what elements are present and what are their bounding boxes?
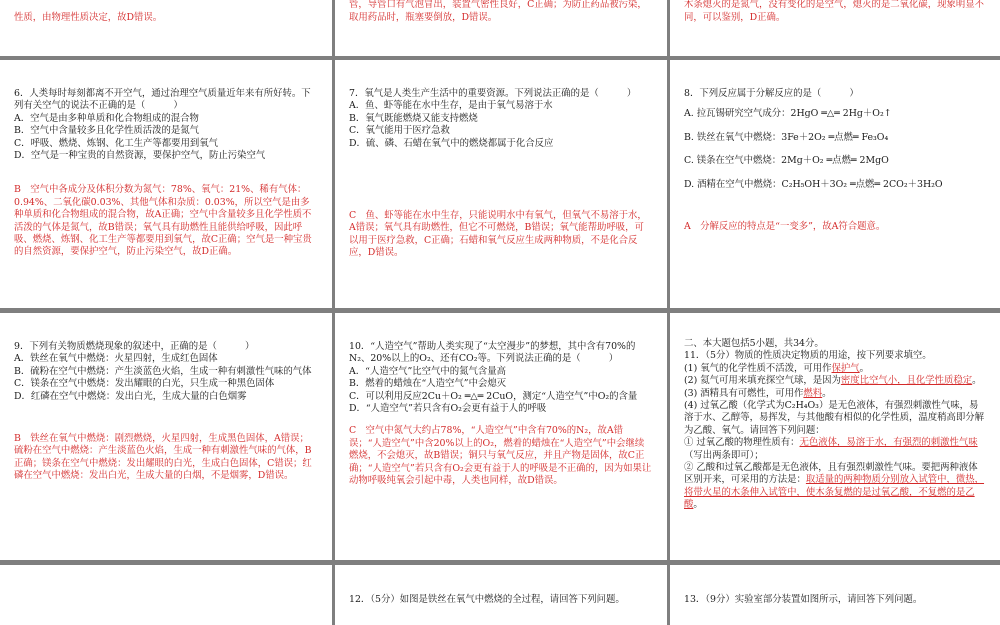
option-b: B．燃着的蜡烛在“人造空气”中会熄灭	[349, 378, 507, 390]
card-question-8	[670, 60, 1000, 308]
card-question-7	[335, 60, 667, 308]
card-question-6	[0, 60, 332, 308]
card-top-left	[0, 0, 332, 56]
card-question-9	[0, 313, 332, 560]
fill-blank-5: ① 过氧乙酸的物理性质有：无色液体，易溶于水，有强烈的刺激性气味（写出两条即可）；	[684, 437, 978, 461]
question-stem: 11．（5分）物质的性质决定物质的用途，按下列要求填空。	[684, 350, 932, 362]
option-b: B．硫粉在空气中燃烧：产生淡蓝色火焰，生成一种有刺激性气味的气体	[14, 365, 312, 377]
option-c: C．镁条在空气中燃烧：发出耀眼的白光，只生成一种黑色固体	[14, 378, 275, 390]
option-d: D．红磷在空气中燃烧：发出白光，生成大量的白色烟雾	[14, 390, 247, 402]
card-top-middle	[335, 0, 667, 56]
answer-explanation: B 铁丝在氧气中燃烧：剧烈燃烧，火星四射，生成黑色固体，A错误；硫粉在空气中燃烧：产生淡蓝色火焰，生成一种有刺激性气味的气体，B正确；镁条在空气中燃烧：发出耀眼的白光，生成白色固体，C错误；红磷在空气中燃烧：发出白光，生成大量的白烟，不是烟雾，D错误。	[14, 433, 312, 482]
blank-answer: 密度比空气小，且化学性质稳定	[840, 375, 973, 387]
option-d: D. 酒精在空气中燃烧：C₂H₅OH＋3O₂ ═点燃═ 2CO₂＋3H₂O	[684, 178, 943, 190]
question-stem: 10．“人造空气”帮助人类实现了“太空漫步”的梦想，其中含有70%的N₂、20%以上的O₂、还有CO₂等。下列说法正确的是（ ）	[349, 341, 636, 365]
answer-text: 性质，由物理性质决定，故D错误。	[14, 11, 163, 23]
option-a: A．铁丝在氧气中燃烧：火星四射，生成红色固体	[14, 353, 218, 365]
card-question-13	[670, 565, 1000, 625]
option-c: C．可以利用反应2Cu＋O₂ ═△═ 2CuO，测定“人造空气”中O₂的含量	[349, 390, 638, 402]
question-stem: 8．下列反应属于分解反应的是（ ）	[684, 88, 859, 99]
option-a: A. 拉瓦锡研究空气成分：2HgO ═△═ 2Hg＋O₂↑	[684, 108, 892, 120]
fill-blank-6: ② 乙酸和过氧乙酸都是无色液体，且有强烈刺激性气味。要把两种液体区别开来，可采用的方法是：取适量的两种物质分别放入试管中，微热，将带火星的木条伸入试管中，使木条复燃的是过氧乙酸，不复燃的是乙酸。	[684, 462, 985, 511]
option-a: A．空气是由多种单质和化合物组成的混合物	[14, 112, 199, 124]
option-a: A．鱼、虾等能在水中生存，是由于氧气易溶于水	[349, 100, 553, 112]
option-d: D．“人造空气”若只含有O₂会更有益于人的呼吸	[349, 403, 547, 415]
answer-text: 木条熄灭的是氮气，没有变化的是空气，熄灭的是二氧化碳，现象明显不同，可以鉴别，D正确。	[684, 0, 985, 23]
question-stem: 6．人类每时每刻都离不开空气，通过治理空气质量近年来有所好转。下列有关空气的说法不正确的是（ ）	[14, 88, 311, 112]
question-stem: 12．（5分）如图是铁丝在氧气中燃烧的全过程，请回答下列问题。	[349, 594, 625, 605]
fill-blank-3: (3) 酒精具有可燃性，可用作燃料。	[684, 387, 832, 399]
blank-answer: 无色液体，易溶于水，有强烈的刺激性气味	[799, 437, 978, 449]
question-stem: 7．氧气是人类生产生活中的重要资源。下列说法正确的是（ ）	[349, 88, 637, 99]
blank-answer: 保护气	[831, 362, 860, 374]
option-c: C．呼吸、燃烧、炼钢、化工生产等都要用到氧气	[14, 137, 219, 149]
question-stem: 13．（9分）实验室部分装置如图所示，请回答下列问题。	[684, 594, 923, 605]
answer-explanation: C 鱼、虾等能在水中生存，只能说明水中有氧气，但氧气不易溶于水，A错误；氧气具有助燃性，但它不可燃烧，B错误；氧气能帮助呼吸，可以用于医疗急救，C正确；石蜡和氧气反应生成两种物质，不是化合反应，D错误。	[349, 210, 647, 259]
option-d: D．空气是一种宝贵的自然资源，要保护空气，防止污染空气	[14, 150, 266, 162]
answer-text: 管，导管口有气泡冒出，装置气密性良好，C正确；为防止药品被污染，取用药品时，瓶塞要倒放，D错误。	[349, 0, 647, 23]
card-question-12	[335, 565, 667, 625]
option-c: C．氧气能用于医疗急救	[349, 125, 450, 137]
sub-question-4: (4) 过氧乙酸（化学式为C₂H₄O₃）是无色液体，有强烈刺激性气味，易溶于水、乙醇等，易挥发，与其他酸有相似的化学性质，温度稍高即分解为乙酸、氧气。请回答下列问题：	[684, 400, 985, 436]
card-top-right	[670, 0, 1000, 56]
section-heading: 二、本大题包括5小题，共34分。	[684, 338, 824, 349]
option-d: D．硫、磷、石蜡在氧气中的燃烧都属于化合反应	[349, 137, 554, 149]
card-question-10	[335, 313, 667, 560]
question-stem: 9．下列有关物质燃烧现象的叙述中，正确的是（ ）	[14, 341, 255, 352]
fill-blank-2: (2) 氦气可用来填充探空气球，是因为密度比空气小，且化学性质稳定。	[684, 375, 982, 387]
answer-explanation: C 空气中氮气大约占78%，“人造空气”中含有70%的N₂，故A错误；“人造空气”中含20%以上的O₂，燃着的蜡烛在“人造空气”中会继续燃烧，不会熄灭，故B错误；铜只与氧气反应，并且产物是固体，故C正确；“人造空气”若只含有O₂会更有益于人的呼吸是不正确的，因为如果让动物呼吸纯氧会引起中毒，人类也同样，故D错误。	[349, 425, 652, 487]
option-a: A．“人造空气”比空气中的氮气含量高	[349, 365, 506, 377]
option-b: B．空气中含量较多且化学性质活泼的是氮气	[14, 125, 200, 137]
answer-explanation: A 分解反应的特点是“一变多”，故A符合题意。	[684, 221, 886, 233]
blank-answer: 取适量的两种物质分别放入试管中，微热，将带火星的木条伸入试管中，使木条复燃的是过氧乙酸，不复燃的是乙酸	[684, 474, 985, 511]
fill-blank-1: (1) 氧气的化学性质不活泼，可用作保护气。	[684, 362, 870, 374]
card-bottom-left	[0, 565, 332, 625]
option-b: B. 铁丝在氧气中燃烧：3Fe＋2O₂ ═点燃═ Fe₃O₄	[684, 131, 889, 143]
card-question-11	[670, 313, 1000, 560]
option-b: B．氧气既能燃烧又能支持燃烧	[349, 112, 478, 124]
option-c: C. 镁条在空气中燃烧：2Mg＋O₂ ═点燃═ 2MgO	[684, 155, 889, 167]
answer-explanation: B 空气中各成分及体积分数为氮气：78%、氧气：21%、稀有气体：0.94%、二氧化碳0.03%、其他气体和杂质：0.03%，所以空气是由多种单质和化合物组成的混合物，故A正确；空气中含量较多且化学性质不活泼的气体是氮气，故B错误；氧气具有助燃性且能供给呼吸，因此呼吸、燃烧、炼钢、化工生产等都要用到氧气，故C正确；空气是一种宝贵的自然资源，要保护空气，防止污染空气，故D正确。	[14, 184, 312, 258]
blank-answer: 燃料	[803, 387, 823, 399]
